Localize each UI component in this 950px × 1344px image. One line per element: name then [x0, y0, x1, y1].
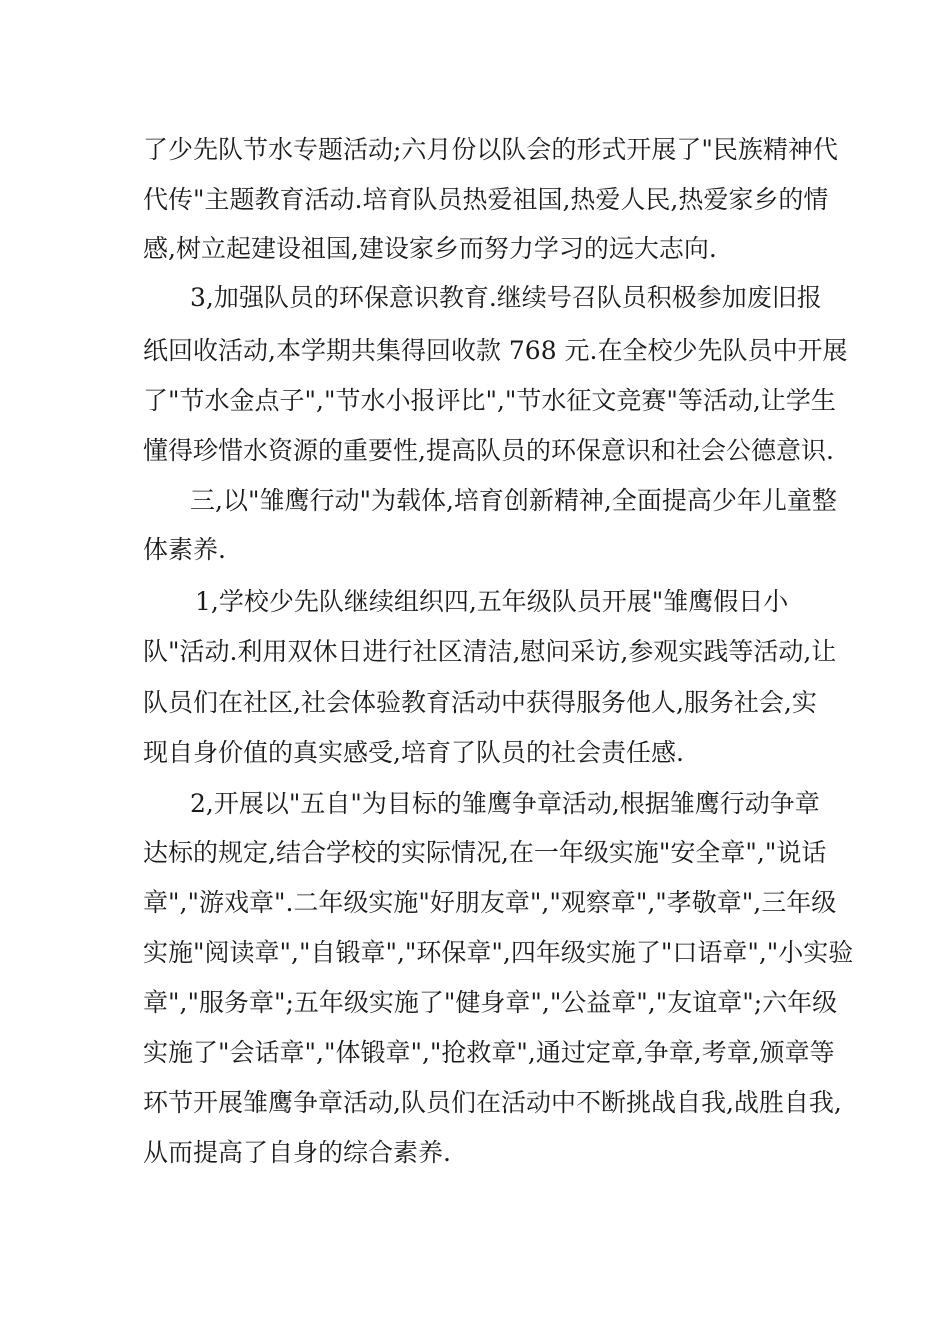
text-line-21: 从而提高了自身的综合素养.: [143, 1138, 451, 1167]
text-line-7: 懂得珍惜水资源的重要性,提高队员的环保意识和社会公德意识.: [143, 436, 834, 465]
text-line-14: 2,开展以"五自"为目标的雏鹰争章活动,根据雏鹰行动争章: [190, 789, 820, 818]
text-line-13: 现自身价值的真实感受,培育了队员的社会责任感.: [143, 738, 684, 767]
text-line-17: 实施"阅读章","自锻章","环保章",四年级实施了"口语章","小实验: [143, 938, 854, 967]
text-line-10: 1,学校少先队继续组织四,五年级队员开展"雏鹰假日小: [195, 587, 789, 616]
text-line-20: 环节开展雏鹰争章活动,队员们在活动中不断挑战自我,战胜自我,: [143, 1088, 842, 1117]
text-line-11: 队"活动.利用双休日进行社区清洁,慰问采访,参观实践等活动,让: [143, 637, 837, 666]
text-line-8: 三,以"雏鹰行动"为载体,培育创新精神,全面提高少年儿童整: [190, 486, 837, 515]
text-line-19: 实施了"会话章","体锻章","抢救章",通过定章,争章,考章,颁章等: [143, 1038, 835, 1067]
text-line-3: 感,树立起建设祖国,建设家乡而努力学习的远大志向.: [143, 234, 717, 263]
text-line-4: 3,加强队员的环保意识教育.继续号召队员积极参加废旧报: [190, 283, 822, 312]
text-line-1: 了少先队节水专题活动;六月份以队会的形式开展了"民族精神代: [143, 135, 838, 164]
text-line-6: 了"节水金点子","节水小报评比","节水征文竞赛"等活动,让学生: [143, 386, 836, 415]
text-line-9: 体素养.: [143, 535, 226, 564]
text-line-18: 章","服务章";五年级实施了"健身章","公益章","友谊章";六年级: [143, 988, 838, 1017]
text-line-16: 章","游戏章".二年级实施"好朋友章","观察章","孝敬章",三年级: [143, 888, 837, 917]
text-line-12: 队员们在社区,社会体验教育活动中获得服务他人,服务社会,实: [143, 688, 817, 717]
text-line-2: 代传"主题教育活动.培育队员热爱祖国,热爱人民,热爱家乡的情: [143, 185, 829, 214]
text-line-5: 纸回收活动,本学期共集得回收款 768 元.在全校少先队员中开展: [143, 336, 848, 365]
text-line-15: 达标的规定,结合学校的实际情况,在一年级实施"安全章","说话: [143, 838, 827, 867]
